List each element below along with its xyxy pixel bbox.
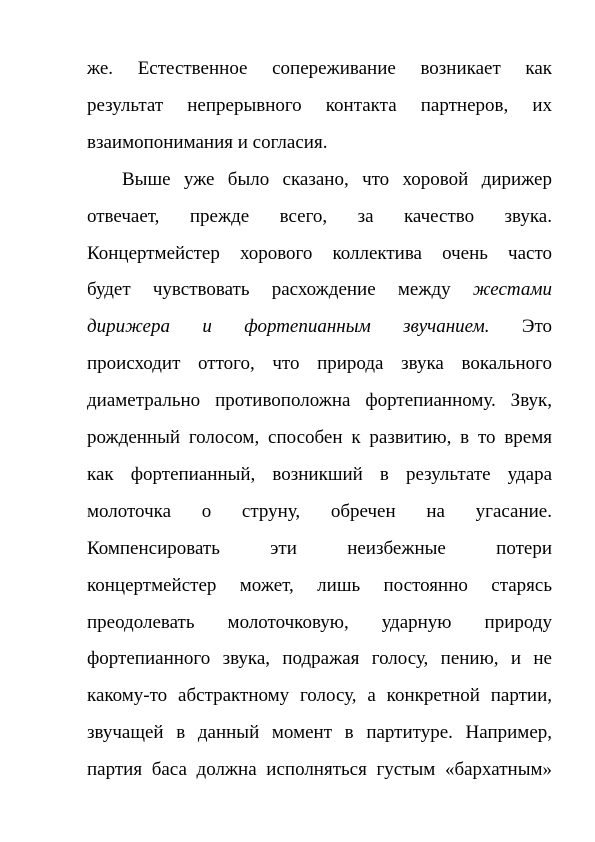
line-text: Выше уже было сказано, что хоровой дирижер <box>122 168 552 190</box>
text-line <box>87 242 552 266</box>
line-text: концертмейстер может, лишь постоянно старясь <box>87 574 552 596</box>
line-text: звучащей в данный момент в партитуре. Например, <box>87 722 552 744</box>
line-text: Концертмейстер хорового коллектива очень часто <box>87 242 552 264</box>
line-text: результат непрерывного контакта партнеров, их <box>87 94 552 116</box>
text-line <box>87 278 552 302</box>
text-line <box>87 315 552 339</box>
line-text: преодолевать молоточковую, ударную природу <box>87 611 552 633</box>
text-line <box>87 611 552 635</box>
text-line <box>87 574 552 598</box>
line-text: рожденный голосом, способен к развитию, в то время <box>87 427 552 448</box>
text-line <box>87 500 552 524</box>
text-line <box>87 352 552 376</box>
line-text: диаметрально противоположна фортепианному. Звук, <box>87 390 552 412</box>
text-line <box>87 426 552 450</box>
line-text: молоточка о струну, обречен на угасание. <box>87 500 552 522</box>
line-text: партия баса должна исполняться густым «бархатным» <box>87 759 552 781</box>
text-line <box>87 205 552 229</box>
italic-text: жестами <box>472 279 552 301</box>
italic-text: дирижера и фортепианным звучанием. <box>87 316 490 338</box>
text-line <box>87 94 552 118</box>
text-line <box>87 758 552 782</box>
text-line <box>87 463 552 487</box>
line-text: как фортепианный, возникший в результате удара <box>87 463 552 485</box>
line-text: Компенсировать эти неизбежные потери <box>87 537 552 559</box>
text-line <box>87 537 552 561</box>
text-line <box>122 168 552 192</box>
text-line <box>87 131 552 155</box>
line-text: происходит оттого, что природа звука вокального <box>87 353 552 375</box>
line-text: же. Естественное сопереживание возникает как <box>87 58 552 79</box>
line-text: взаимопонимания и согласия. <box>87 131 328 153</box>
line-text: будет чувствовать расхождение между <box>87 279 473 301</box>
text-line <box>87 721 552 745</box>
text-line <box>87 647 552 671</box>
text-line <box>87 57 552 81</box>
line-text: отвечает, прежде всего, за качество звука. <box>87 205 552 227</box>
line-text: какому-то абстрактному голосу, а конкретной партии, <box>87 685 552 707</box>
text-line <box>87 389 552 413</box>
text-line <box>87 684 552 708</box>
line-text: Это <box>489 316 552 338</box>
line-text: фортепианного звука, подражая голосу, пению, и не <box>87 648 552 670</box>
